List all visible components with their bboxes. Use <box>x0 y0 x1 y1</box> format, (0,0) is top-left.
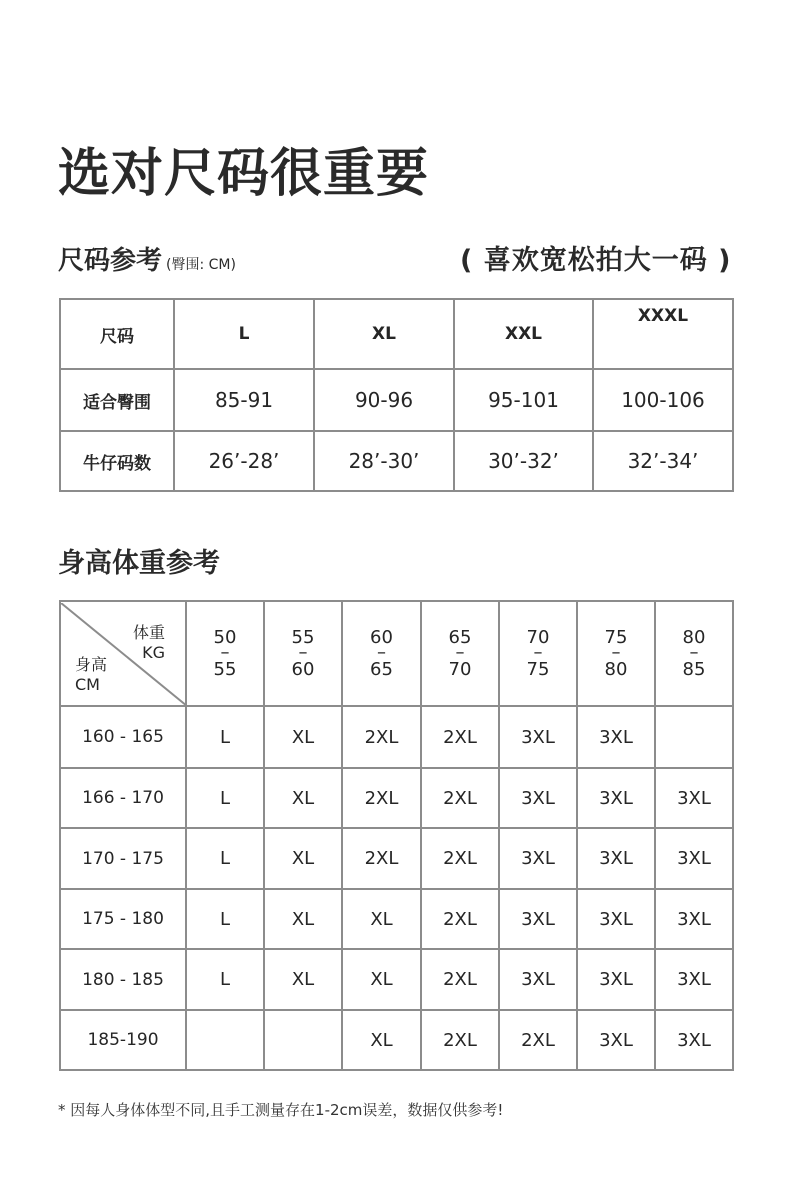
table-row <box>60 889 733 949</box>
weight-col: 50 – 55 <box>186 601 264 706</box>
height-range-label: 185-190 <box>60 1010 186 1070</box>
size-cell <box>264 1010 342 1070</box>
size-cell: 2XL <box>421 768 499 828</box>
table-row <box>60 431 733 491</box>
size-cell: L <box>186 768 264 828</box>
size-cell: 2XL <box>342 828 421 889</box>
size-cell: 3XL <box>499 768 577 828</box>
size-cell: 2XL <box>421 706 499 768</box>
footnote: * 因每人身体体型不同,且手工测量存在1-2cm误差，数据仅供参考! <box>58 1101 504 1119</box>
size-cell: 3XL <box>655 889 733 949</box>
size-cell: 2XL <box>421 889 499 949</box>
diagonal-header <box>61 603 185 704</box>
weight-header-row <box>60 601 733 706</box>
size-cell: L <box>186 706 264 768</box>
size-cell: XL <box>264 949 342 1010</box>
size-cell: 2XL <box>342 768 421 828</box>
size-reference-heading <box>58 243 236 283</box>
weight-col: 60 – 65 <box>342 601 421 706</box>
weight-col: 75 – 80 <box>577 601 655 706</box>
size-cell: 3XL <box>499 706 577 768</box>
height-range-label: 175 - 180 <box>60 889 186 949</box>
table-cell: 95-101 <box>454 369 593 431</box>
size-cell: XL <box>264 889 342 949</box>
page-title: 选对尺码很重要 <box>58 144 430 204</box>
height-weight-heading: 身高体重参考 <box>58 548 220 579</box>
size-header-label: 尺码 <box>60 299 174 369</box>
size-cell: XL <box>264 706 342 768</box>
table-cell: 28’-30’ <box>314 431 454 491</box>
weight-axis-label: 体重 KG <box>132 623 165 662</box>
table-row <box>60 768 733 828</box>
size-cell <box>655 706 733 768</box>
size-cell: 3XL <box>577 949 655 1010</box>
size-col-xxl: XXL <box>454 299 593 369</box>
size-cell: 3XL <box>499 949 577 1010</box>
row-label-jeans: 牛仔码数 <box>60 431 174 491</box>
size-cell: 3XL <box>655 1010 733 1070</box>
size-cell: L <box>186 828 264 889</box>
table-row <box>60 949 733 1010</box>
size-cell: 3XL <box>655 828 733 889</box>
size-cell: 3XL <box>499 889 577 949</box>
size-cell: XL <box>342 1010 421 1070</box>
weight-col: 55 – 60 <box>264 601 342 706</box>
size-col-xl: XL <box>314 299 454 369</box>
size-reference-table <box>59 298 734 492</box>
size-reference-title: 尺码参考 <box>58 246 163 276</box>
height-range-label: 166 - 170 <box>60 768 186 828</box>
size-cell: L <box>186 889 264 949</box>
weight-col: 65 – 70 <box>421 601 499 706</box>
size-cell: 3XL <box>577 828 655 889</box>
table-row <box>60 828 733 889</box>
size-cell: 2XL <box>342 706 421 768</box>
corner-cell <box>60 601 186 706</box>
size-reference-unit: (臀围: CM) <box>166 257 236 273</box>
table-row <box>60 1010 733 1070</box>
size-cell: 2XL <box>421 828 499 889</box>
size-cell: 3XL <box>577 1010 655 1070</box>
size-header-row <box>60 299 733 369</box>
size-advice: ( 喜欢宽松拍大一码 ) <box>460 245 732 276</box>
size-cell: 3XL <box>577 768 655 828</box>
table-cell: 100-106 <box>593 369 733 431</box>
size-col-xxxl: XXXL <box>593 299 733 369</box>
table-cell: 32’-34’ <box>593 431 733 491</box>
size-cell: 3XL <box>577 706 655 768</box>
height-range-label: 180 - 185 <box>60 949 186 1010</box>
size-cell: 3XL <box>499 828 577 889</box>
size-col-l: L <box>174 299 314 369</box>
size-cell: 2XL <box>421 1010 499 1070</box>
table-cell: 85-91 <box>174 369 314 431</box>
height-range-label: 170 - 175 <box>60 828 186 889</box>
size-cell <box>186 1010 264 1070</box>
height-rows <box>60 706 733 1070</box>
height-axis-label: 身高 CM <box>75 655 108 694</box>
table-cell: 26’-28’ <box>174 431 314 491</box>
size-cell: L <box>186 949 264 1010</box>
size-cell: 3XL <box>655 949 733 1010</box>
table-cell: 90-96 <box>314 369 454 431</box>
row-label-hip: 适合臀围 <box>60 369 174 431</box>
weight-col: 70 – 75 <box>499 601 577 706</box>
table-row <box>60 706 733 768</box>
height-weight-table <box>59 600 734 1071</box>
size-cell: XL <box>342 949 421 1010</box>
size-cell: XL <box>342 889 421 949</box>
size-cell: 2XL <box>421 949 499 1010</box>
size-cell: XL <box>264 768 342 828</box>
size-cell: XL <box>264 828 342 889</box>
height-range-label: 160 - 165 <box>60 706 186 768</box>
table-row <box>60 369 733 431</box>
size-cell: 2XL <box>499 1010 577 1070</box>
table-cell: 30’-32’ <box>454 431 593 491</box>
size-cell: 3XL <box>655 768 733 828</box>
weight-col: 80 – 85 <box>655 601 733 706</box>
size-cell: 3XL <box>577 889 655 949</box>
